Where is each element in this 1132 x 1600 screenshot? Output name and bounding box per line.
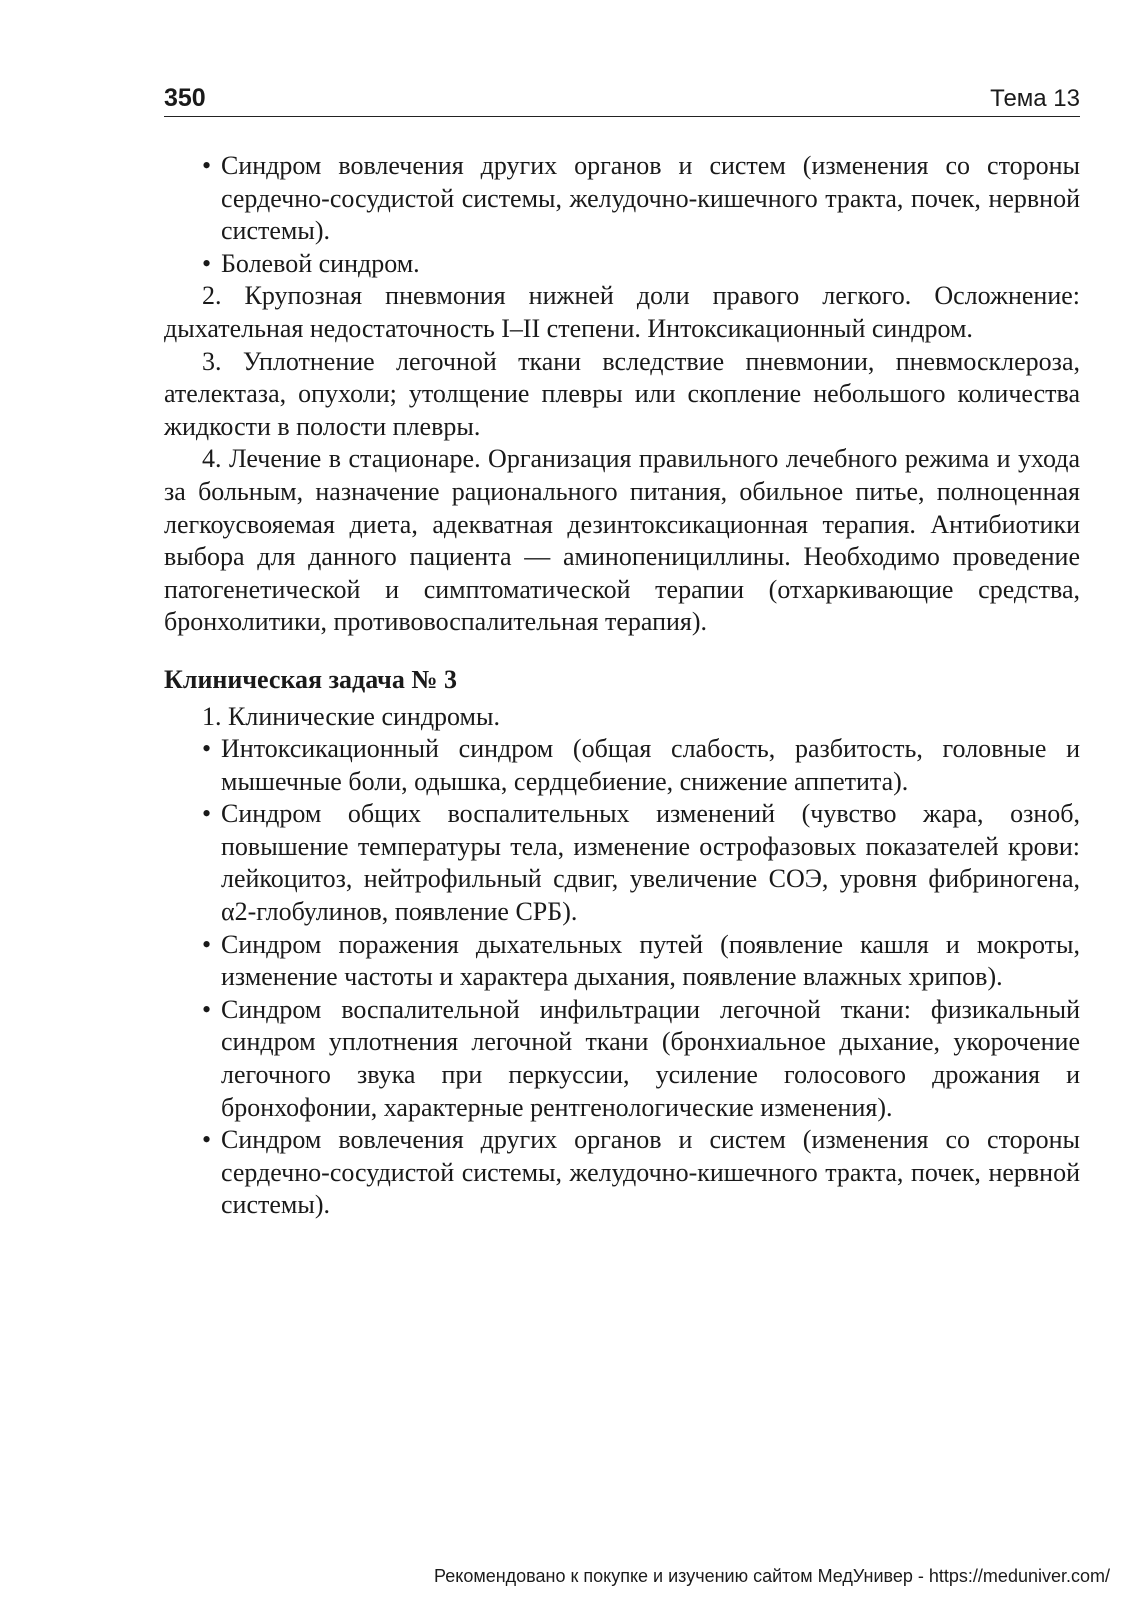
bullet-marker: • <box>202 929 212 959</box>
bullet-marker: • <box>202 994 212 1024</box>
section-heading: Клиническая задача № 3 <box>164 664 457 694</box>
list-item: • Синдром воспалительной инфильтрации легочной ткани: физикальный синдром уплотнения легочной ткани (бронхиальное дыхание, укорочение легочного звука при перкуссии, усиление голосового дрожания и бронхофонии, характерные рентгенологические изменения). <box>202 994 1080 1122</box>
running-head: Тема 13 <box>990 85 1080 112</box>
bullet-marker: • <box>202 151 212 180</box>
bullet-marker: • <box>202 799 212 829</box>
page-header <box>164 82 1080 117</box>
list-item: • Синдром общих воспалительных изменений (чувство жара, озноб, повышение температуры тела, изменение острофазовых показателей крови: лейкоцитоз, нейтрофильный сдвиг, увеличение СОЭ, уровня фибриногена, α2-глобулинов, появление СРБ). <box>202 799 1080 927</box>
numbered-paragraph: 3. Уплотнение легочной ткани вследствие пневмонии, пневмосклероза, ателектаза, опухоли; утолщение плевры или скопление небольшого количества жидкости в полости плевры. <box>164 346 1080 441</box>
list-item: • Синдром вовлечения других органов и систем (изменения со стороны сердечно-сосудистой системы, желудочно-кишечного тракта, почек, нервной системы). <box>202 1125 1080 1220</box>
footer-note: Рекомендовано к покупке и изучению сайтом МедУнивер - https://meduniver.com/ <box>434 1566 1110 1586</box>
bullet-marker: • <box>202 1125 212 1155</box>
page-number: 350 <box>164 84 206 112</box>
page-body <box>164 150 1080 1222</box>
list-item: • Синдром вовлечения других органов и систем (изменения со стороны сердечно-сосудистой системы, желудочно-кишечного тракта, почек, нервной системы). <box>202 151 1080 246</box>
numbered-paragraph: 1. Клинические синдромы. <box>202 701 500 731</box>
bullet-marker: • <box>202 734 212 764</box>
list-item: • Интоксикационный синдром (общая слабость, разбитость, головные и мышечные боли, одышка, сердцебиение, снижение аппетита). <box>202 734 1080 796</box>
bullet-marker: • <box>202 248 212 278</box>
list-item: • Синдром поражения дыхательных путей (появление кашля и мокроты, изменение частоты и характера дыхания, появление влажных хрипов). <box>202 929 1080 992</box>
list-item: • Болевой синдром. <box>164 248 1080 281</box>
numbered-paragraph: 2. Крупозная пневмония нижней доли правого легкого. Осложнение: дыхательная недостаточность I–II степени. Интоксикационный синдром. <box>164 281 1080 343</box>
numbered-paragraph: 4. Лечение в стационаре. Организация правильного лечебного режима и ухода за больным, назначение рационального питания, обильное питье, полноценная легкоусвояемая диета, адекватная дезинтоксикационная терапия. Антибиотики выбора для данного пациента — аминопенициллины. Необходимо проведение патогенетической и симптоматической терапии (отхаркивающие средства, бронхолитики, противовоспалительная терапия). <box>164 444 1080 637</box>
